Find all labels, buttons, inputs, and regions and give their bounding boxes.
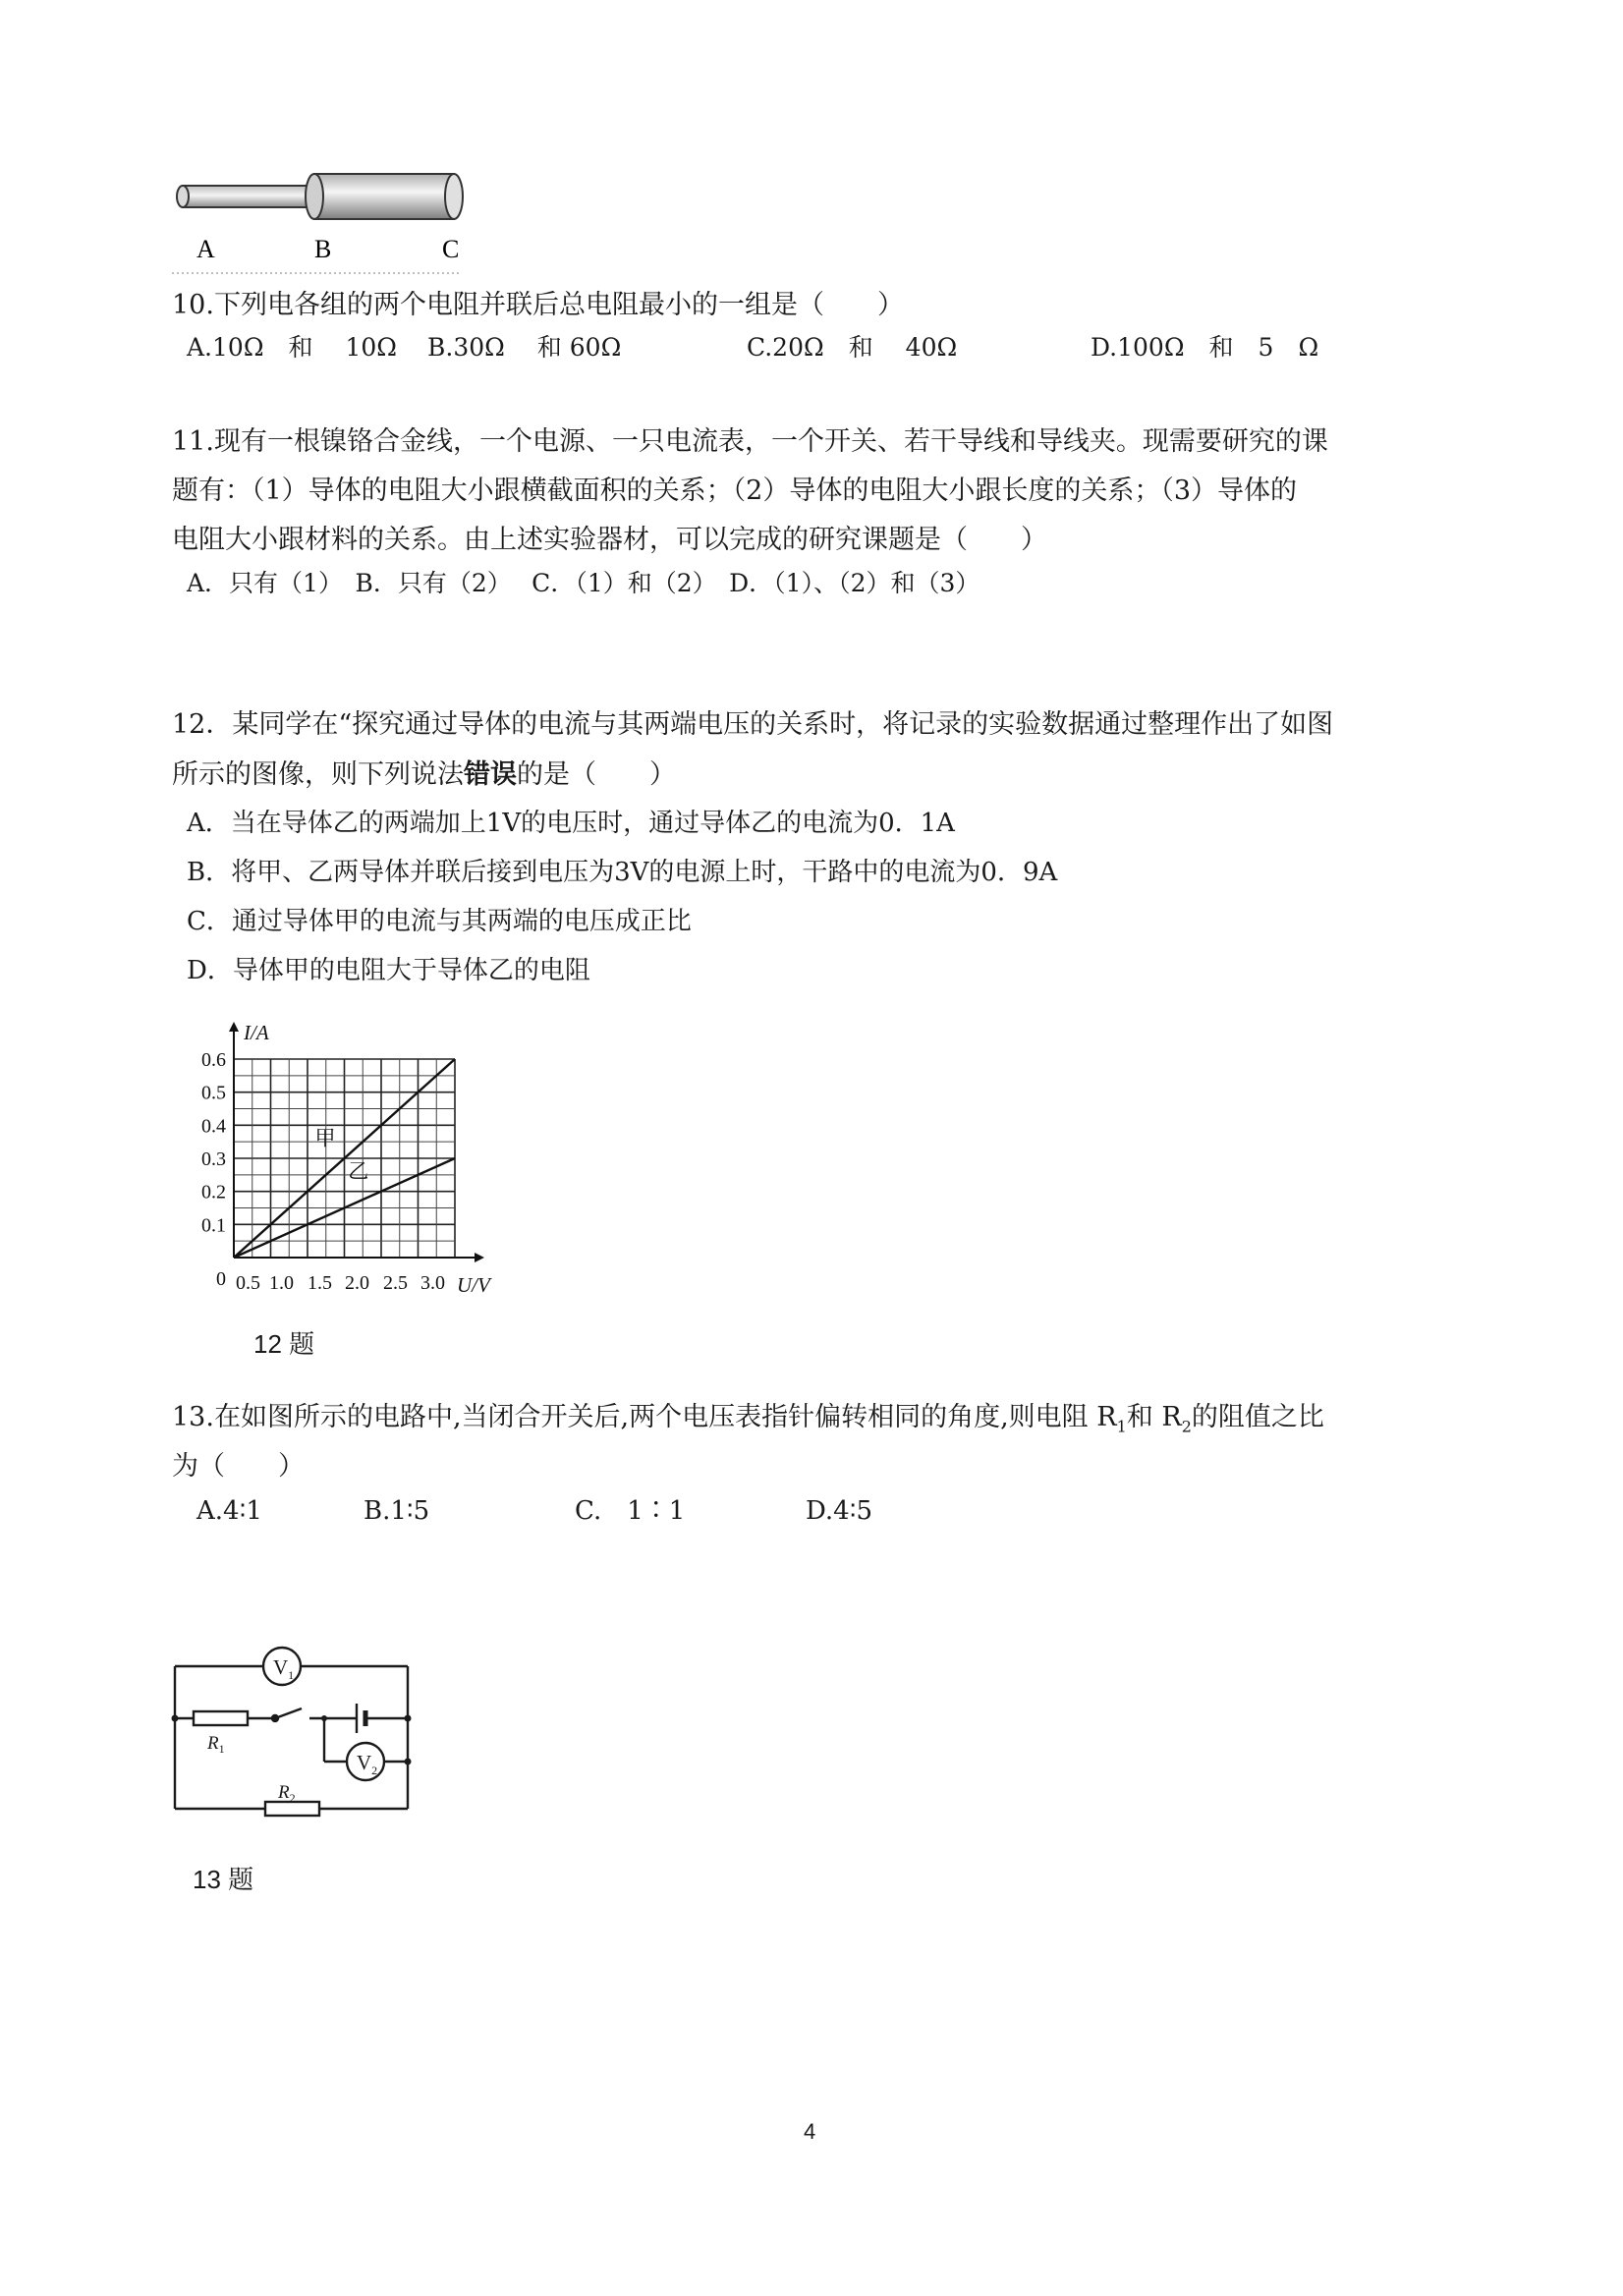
- wire-label-a: A: [196, 235, 215, 263]
- q13-line-1: [172, 1400, 1324, 1444]
- q12-line-2-post: 的是（ ）: [517, 759, 676, 790]
- v2-label: $V_2$: [357, 1751, 378, 1777]
- resistor-r1: [194, 1711, 248, 1725]
- q11-line-2: 题有：（1）导体的电阻大小跟横截面积的关系；（2）导体的电阻大小跟长度的关系；（3）导体的: [172, 476, 1298, 506]
- q12-option-a: A．当在导体乙的两端加上1V的电压时，通过导体乙的电流为0．1A: [187, 809, 955, 838]
- switch-blade: [275, 1708, 302, 1718]
- q13-options: [196, 1493, 872, 1529]
- q12-option-d: D．导体甲的电阻大于导体乙的电阻: [187, 956, 590, 985]
- r1-label: $R_1$: [207, 1733, 225, 1756]
- q13-line-1-mid: 和 R: [1126, 1402, 1182, 1432]
- junction-right-mid: [405, 1715, 412, 1722]
- q11-line-1: 11.现有一根镍铬合金线，一个电源、一只电流表，一个开关、若干导线和导线夹。现需要研究的课: [172, 426, 1328, 457]
- q10-option-d: D.100Ω 和 5 Ω: [1091, 333, 1319, 362]
- wire-figure: [167, 162, 472, 280]
- q12-option-b: B．将甲、乙两导体并联后接到电压为3V的电源上时，干路中的电流为0．9A: [187, 858, 1058, 887]
- q12-line-2: [172, 756, 676, 793]
- wire-thick-section: [314, 174, 454, 219]
- wire-label-c: C: [442, 235, 460, 263]
- series-label-yi: 乙: [348, 1159, 369, 1184]
- y-axis-label: I/A: [244, 1021, 269, 1044]
- y-tick-label: 0.6: [201, 1049, 226, 1071]
- x-tick-label: 0.5: [236, 1272, 260, 1294]
- y-tick-label: 0.3: [201, 1148, 226, 1170]
- y-tick-label: 0.4: [201, 1115, 226, 1138]
- origin-label: 0: [216, 1268, 226, 1290]
- q13-option-c: C. 1∶1: [575, 1496, 686, 1526]
- q12-line-2-pre: 所示的图像，则下列说法: [172, 759, 464, 790]
- x-tick-label: 1.0: [269, 1272, 294, 1294]
- series-label-jia: 甲: [314, 1126, 336, 1150]
- q10-stem: 10.下列电各组的两个电阻并联后总电阻最小的一组是（ ）: [172, 290, 904, 320]
- junction-v2-right: [405, 1759, 412, 1765]
- q12-caption: 12 题: [253, 1329, 315, 1359]
- x-axis-label: U/V: [457, 1273, 490, 1297]
- q12-line-1: 12．某同学在“探究通过导体的电流与其两端电压的关系时，将记录的实验数据通过整理作出了如图: [172, 709, 1334, 740]
- q13-r1-sub: 1: [1116, 1417, 1127, 1436]
- wire-label-b: B: [314, 235, 332, 263]
- wire-thin-end: [177, 186, 189, 207]
- q13-option-d: D.4∶5: [806, 1496, 873, 1526]
- wire-thick-right-end: [445, 174, 463, 219]
- q10-options: [187, 330, 1318, 365]
- r2-label: $R_2$: [278, 1782, 296, 1805]
- iu-chart: [177, 1012, 540, 1307]
- y-tick-label: 0.1: [201, 1214, 226, 1237]
- q13-caption: 13 题: [193, 1865, 254, 1894]
- y-axis-arrow: [229, 1022, 239, 1032]
- x-tick-label: 2.5: [383, 1272, 408, 1294]
- junction-v2-top: [321, 1715, 327, 1721]
- y-tick-label: 0.2: [201, 1181, 226, 1204]
- q13-line-1-pre: 13.在如图所示的电路中,当闭合开关后,两个电压表指针偏转相同的角度,则电阻 R: [172, 1402, 1117, 1432]
- q10-option-a: A.10Ω 和 10Ω: [187, 333, 398, 362]
- q10-option-b: B.30Ω 和 60Ω: [427, 333, 622, 362]
- wire-thick-left-end: [306, 174, 323, 219]
- q11-line-3: 电阻大小跟材料的关系。由上述实验器材，可以完成的研究课题是（ ）: [172, 525, 1047, 555]
- q13-line-1-post: 的阻值之比: [1191, 1402, 1324, 1432]
- x-tick-label: 2.0: [345, 1272, 369, 1294]
- x-tick-label: 1.5: [308, 1272, 332, 1294]
- q13-option-a: A.4∶1: [196, 1496, 262, 1526]
- q13-option-b: B.1∶5: [364, 1496, 430, 1526]
- q10-option-c: C.20Ω 和 40Ω: [747, 333, 958, 362]
- circuit-diagram: [162, 1641, 427, 1818]
- x-tick-label: 3.0: [420, 1272, 445, 1294]
- q13-line-2: 为（ ）: [172, 1451, 305, 1482]
- y-tick-label: 0.5: [201, 1082, 226, 1104]
- q12-option-c: C．通过导体甲的电流与其两端的电压成正比: [187, 907, 692, 936]
- q11-options: A．只有（1） B．只有（2） C．（1）和（2） D．（1）、（2）和（3）: [187, 569, 980, 597]
- q13-r2-sub: 2: [1181, 1417, 1192, 1436]
- page-number: 4: [804, 2119, 816, 2144]
- junction-left-mid: [172, 1715, 179, 1722]
- v1-label: $V_1$: [273, 1655, 295, 1682]
- q12-emphasis: 错误: [464, 759, 517, 789]
- x-axis-arrow: [475, 1253, 484, 1262]
